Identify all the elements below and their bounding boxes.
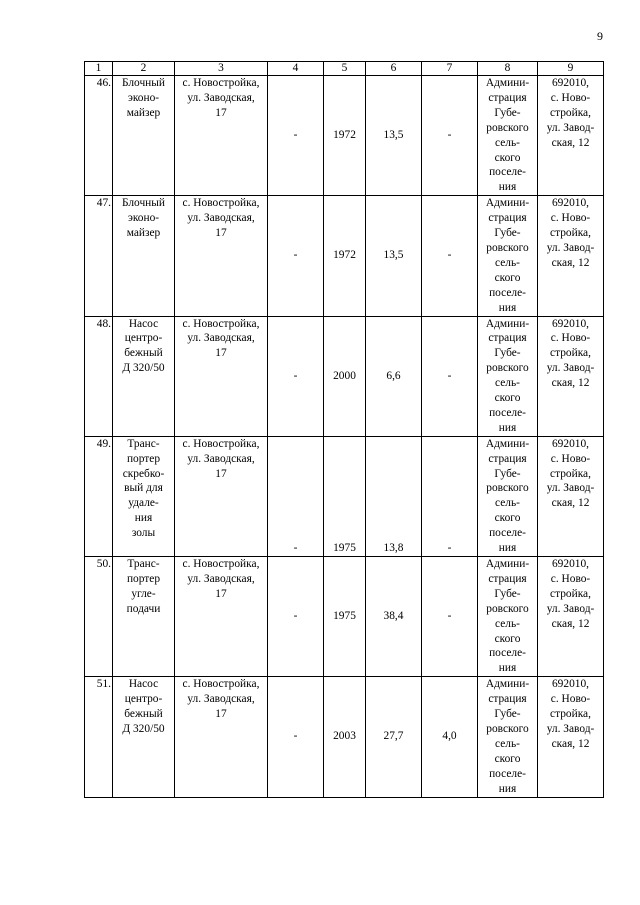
item-year: 1975 (324, 557, 366, 677)
table-row (85, 316, 604, 436)
item-name: Насос центро- бежный Д 320/50 (113, 677, 175, 797)
column-4-value: - (268, 76, 324, 196)
item-year: 1975 (324, 436, 366, 556)
row-number: 47. (85, 196, 113, 316)
column-header: 2 (113, 62, 175, 76)
owner-name: Админи- страция Губе- ровского сель- ского поселе- ния (478, 436, 538, 556)
column-6-value: 13,5 (366, 196, 422, 316)
item-name: Насос центро- бежный Д 320/50 (113, 316, 175, 436)
column-4-value: - (268, 316, 324, 436)
owner-name: Админи- страция Губе- ровского сель- ского поселе- ния (478, 316, 538, 436)
column-6-value: 38,4 (366, 557, 422, 677)
column-4-value: - (268, 196, 324, 316)
owner-address: 692010, с. Ново- стройка, ул. Завод- ская, 12 (538, 677, 604, 797)
column-7-value: - (422, 436, 478, 556)
column-7-value: - (422, 557, 478, 677)
column-header: 7 (422, 62, 478, 76)
row-number: 49. (85, 436, 113, 556)
item-address: с. Новостройка, ул. Заводская, 17 (175, 557, 268, 677)
item-year: 2003 (324, 677, 366, 797)
item-name: Блочный эконо- майзер (113, 196, 175, 316)
owner-address: 692010, с. Ново- стройка, ул. Завод- ская, 12 (538, 76, 604, 196)
column-header: 8 (478, 62, 538, 76)
owner-name: Админи- страция Губе- ровского сель- ского поселе- ния (478, 557, 538, 677)
owner-name: Админи- страция Губе- ровского сель- ского поселе- ния (478, 76, 538, 196)
column-7-value: - (422, 196, 478, 316)
owner-address: 692010, с. Ново- стройка, ул. Завод- ская, 12 (538, 316, 604, 436)
column-4-value: - (268, 557, 324, 677)
row-number: 46. (85, 76, 113, 196)
column-header: 4 (268, 62, 324, 76)
column-7-value: - (422, 76, 478, 196)
table-row (85, 196, 604, 316)
column-4-value: - (268, 677, 324, 797)
item-name: Транс- портер скребко- вый для удале- ния золы (113, 436, 175, 556)
item-address: с. Новостройка, ул. Заводская, 17 (175, 316, 268, 436)
item-year: 2000 (324, 316, 366, 436)
table-row (85, 436, 604, 556)
item-address: с. Новостройка, ул. Заводская, 17 (175, 76, 268, 196)
column-6-value: 13,8 (366, 436, 422, 556)
item-address: с. Новостройка, ул. Заводская, 17 (175, 196, 268, 316)
row-number: 51. (85, 677, 113, 797)
owner-name: Админи- страция Губе- ровского сель- ского поселе- ния (478, 677, 538, 797)
header-row (85, 62, 604, 76)
page-number: 9 (597, 29, 603, 43)
column-header: 9 (538, 62, 604, 76)
column-header: 5 (324, 62, 366, 76)
item-year: 1972 (324, 196, 366, 316)
item-address: с. Новостройка, ул. Заводская, 17 (175, 677, 268, 797)
owner-address: 692010, с. Ново- стройка, ул. Завод- ская, 12 (538, 196, 604, 316)
column-header: 1 (85, 62, 113, 76)
column-7-value: 4,0 (422, 677, 478, 797)
owner-name: Админи- страция Губе- ровского сель- ского поселе- ния (478, 196, 538, 316)
item-name: Блочный эконо- майзер (113, 76, 175, 196)
column-header: 6 (366, 62, 422, 76)
column-header: 3 (175, 62, 268, 76)
table-row (85, 677, 604, 797)
column-4-value: - (268, 436, 324, 556)
table-row (85, 76, 604, 196)
property-table (84, 61, 604, 798)
item-address: с. Новостройка, ул. Заводская, 17 (175, 436, 268, 556)
column-7-value: - (422, 316, 478, 436)
owner-address: 692010, с. Ново- стройка, ул. Завод- ская, 12 (538, 557, 604, 677)
table-row (85, 557, 604, 677)
column-6-value: 6,6 (366, 316, 422, 436)
owner-address: 692010, с. Ново- стройка, ул. Завод- ская, 12 (538, 436, 604, 556)
column-6-value: 13,5 (366, 76, 422, 196)
item-year: 1972 (324, 76, 366, 196)
column-6-value: 27,7 (366, 677, 422, 797)
item-name: Транс- портер угле- подачи (113, 557, 175, 677)
row-number: 50. (85, 557, 113, 677)
row-number: 48. (85, 316, 113, 436)
